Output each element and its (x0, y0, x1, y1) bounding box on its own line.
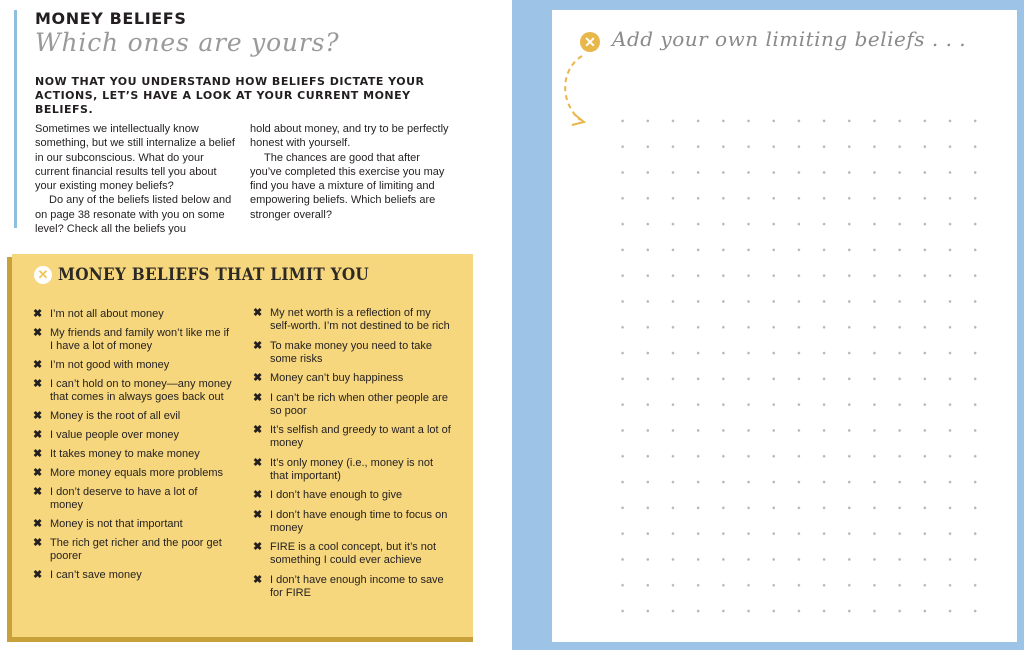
body-paragraph: The chances are good that after you’ve completed this exercise you may find you have a mixture of limiting and empowering beliefs. Which beliefs are stronger overall? (250, 151, 445, 221)
belief-text: I can’t hold on to money—any money that comes in always goes back out (50, 378, 232, 403)
x-mark-icon: ✖ (253, 489, 263, 501)
body-column-2 (250, 122, 450, 222)
belief-item (33, 308, 233, 321)
belief-item (33, 486, 233, 512)
belief-item (253, 541, 453, 567)
belief-text: It takes money to make money (50, 448, 200, 460)
belief-text: I’m not good with money (50, 359, 170, 371)
belief-text: To make money you need to take some risks (270, 339, 433, 365)
x-mark-icon: ✖ (253, 372, 263, 384)
beliefs-box-heading: MONEY BELIEFS THAT LIMIT YOU (58, 265, 370, 285)
belief-item (33, 359, 233, 372)
belief-text: My friends and family won’t like me if I have a lot of money (50, 327, 230, 352)
belief-item (33, 429, 233, 442)
accent-bar (14, 10, 17, 228)
x-mark-icon: ✖ (253, 541, 263, 553)
belief-item (253, 307, 453, 333)
belief-item (33, 537, 233, 563)
x-mark-icon: ✖ (33, 569, 43, 581)
belief-text: The rich get richer and the poor get poorer (50, 537, 222, 562)
page-subtitle: Which ones are yours? (35, 28, 340, 57)
beliefs-list-right (253, 307, 453, 606)
belief-item (33, 378, 233, 404)
belief-item (253, 340, 453, 366)
x-mark-icon: ✖ (33, 410, 43, 422)
notes-sheet (552, 10, 1017, 642)
belief-text: I don’t have enough income to save for FIRE (270, 573, 444, 599)
close-circle-icon: ✕ (580, 32, 600, 52)
belief-item (33, 410, 233, 423)
belief-text: Money can’t buy happiness (270, 372, 404, 384)
close-circle-icon: ✕ (34, 266, 52, 284)
belief-text: I don’t have enough to give (270, 489, 403, 501)
x-mark-icon: ✖ (33, 448, 43, 460)
right-page (512, 0, 1024, 650)
body-paragraph: Sometimes we intellectually know something, but we still internalize a belief in our subconscious. What do your current financial results tell you about your existing money beliefs? (35, 123, 235, 193)
belief-item (33, 467, 233, 480)
belief-text: I don’t have enough time to focus on money (270, 508, 448, 534)
x-mark-icon: ✖ (253, 508, 263, 521)
x-mark-icon: ✖ (253, 391, 263, 404)
x-mark-icon: ✖ (33, 327, 43, 339)
x-mark-icon: ✖ (33, 486, 43, 498)
dot-grid-writing-area[interactable] (610, 108, 990, 628)
belief-item (33, 327, 233, 353)
belief-text: Money is not that important (50, 518, 183, 530)
belief-item (33, 569, 233, 582)
belief-item (253, 489, 453, 502)
beliefs-list-left (33, 308, 233, 588)
x-mark-icon: ✖ (33, 429, 43, 441)
x-mark-icon: ✖ (33, 467, 43, 479)
belief-item (253, 392, 453, 418)
x-mark-icon: ✖ (33, 537, 43, 549)
belief-item (253, 372, 453, 385)
x-mark-icon: ✖ (253, 424, 263, 436)
belief-text: I can’t be rich when other people are so poor (270, 391, 448, 417)
notes-heading: Add your own limiting beliefs . . . (612, 27, 967, 51)
lead-paragraph: NOW THAT YOU UNDERSTAND HOW BELIEFS DICTATE YOUR ACTIONS, LET’S HAVE A LOOK AT YOUR CURRENT MONEY BELIEFS. (35, 75, 425, 116)
belief-item (253, 424, 453, 450)
belief-text: I don’t deserve to have a lot of money (50, 486, 198, 511)
x-mark-icon: ✖ (253, 573, 263, 586)
page-title: MONEY BELIEFS (35, 9, 187, 28)
belief-text: FIRE is a cool concept, but it’s not something I could ever achieve (270, 541, 437, 566)
belief-item (33, 518, 233, 531)
belief-item (253, 574, 453, 600)
body-paragraph: hold about money, and try to be perfectly honest with yourself. (250, 123, 449, 150)
x-mark-icon: ✖ (253, 339, 263, 352)
body-paragraph: Do any of the beliefs listed below and on page 38 resonate with you on some level? Check all the beliefs you (35, 194, 232, 236)
belief-text: I value people over money (50, 429, 180, 441)
x-mark-icon: ✖ (33, 308, 43, 320)
x-mark-icon: ✖ (33, 518, 43, 530)
belief-text: Money is the root of all evil (50, 410, 181, 422)
belief-item (253, 457, 453, 483)
belief-text: My net worth is a reflection of my self-worth. I’m not destined to be rich (270, 307, 450, 332)
belief-text: It’s only money (i.e., money is not that important) (270, 456, 434, 482)
belief-item (253, 509, 453, 535)
belief-text: I’m not all about money (50, 308, 164, 320)
body-column-1 (35, 122, 235, 236)
belief-text: More money equals more problems (50, 467, 224, 479)
belief-item (33, 448, 233, 461)
x-mark-icon: ✖ (253, 307, 263, 319)
x-mark-icon: ✖ (33, 359, 43, 371)
x-mark-icon: ✖ (253, 456, 263, 469)
belief-text: It’s selfish and greedy to want a lot of money (270, 424, 451, 449)
x-mark-icon: ✖ (33, 378, 43, 390)
belief-text: I can’t save money (50, 569, 142, 581)
